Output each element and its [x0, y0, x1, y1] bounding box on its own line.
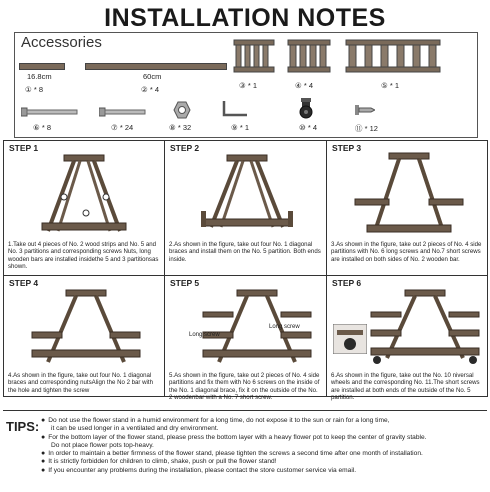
part-11-label: ⑪ * 12	[355, 124, 378, 133]
part-2-label: ② * 4	[141, 85, 160, 94]
step-3-title: STEP 3	[332, 143, 362, 153]
part-1-length: 16.8cm	[27, 72, 52, 81]
tips-list	[41, 417, 485, 475]
bullet-icon: ●	[41, 417, 46, 424]
tips-heading: TIPS:	[6, 419, 40, 434]
accessories-panel	[14, 32, 478, 138]
step-5	[165, 276, 327, 402]
tip-item: ● It is strictly forbidden for children to climb, shake, push or pull the flower stand!	[41, 458, 277, 466]
step-1	[4, 141, 165, 276]
step-4-illustration	[28, 288, 144, 368]
step-5-callout-right: Long screw	[269, 324, 300, 330]
bullet-icon: ●	[41, 458, 46, 466]
step-2-text: 2.As shown in the figure, take out four No. 1 diagonal braces and install them on the No. 5 partition. Both ends inside.	[169, 241, 321, 263]
step-3	[327, 141, 488, 276]
step-2-title: STEP 2	[170, 143, 200, 153]
part-6-long-screw	[21, 107, 79, 117]
part-2-length: 60cm	[143, 72, 162, 81]
part-3-label: ③ * 1	[239, 81, 258, 90]
part-10-label: ⑩ * 4	[299, 123, 318, 132]
tip-item: ● In order to maintain a better firmness of the flower stand, please tighten the screws a second time after one month of installation.	[41, 450, 423, 458]
step-1-illustration	[34, 153, 134, 237]
tip-item: ● If you encounter any problems during the installation, please contact the store customer service via email.	[41, 466, 357, 474]
step-3-illustration	[349, 151, 469, 237]
part-9-label: ⑨ * 1	[231, 123, 250, 132]
step-2-illustration	[195, 153, 299, 237]
step-4-title: STEP 4	[9, 278, 39, 288]
part-5-long-panel	[345, 39, 441, 73]
step-5-callout-left: Long screw	[189, 332, 220, 338]
tip-item: ● Do not use the flower stand in a humid environment for a long time, do not expose it to the sun or rain for a long time,	[41, 417, 390, 424]
tip-item: it can be used longer in a ventilated and dry environment.	[51, 425, 219, 433]
tip-item: ● For the bottom layer of the flower stand, please press the bottom layer with a heavy flower pot to keep the center of gravity stable.	[41, 433, 427, 441]
bullet-icon: ●	[41, 466, 46, 474]
step-1-text: 1.Take out 4 pieces of No. 2 wood strips and No. 5 and No. 3 partitions and corresponding screws Nuts, long wooden bars are installed insidethe 5 and 3 partitionsas shown.	[8, 241, 159, 271]
page-title: INSTALLATION NOTES	[104, 4, 386, 32]
step-6-illustration	[367, 288, 483, 368]
part-5-label: ⑤ * 1	[381, 81, 400, 90]
step-4-text: 4.As shown in the figure, take out four No. 1 diagonal braces and corresponding nutsAlign the No 2 bar with the hole and tighten the screw	[8, 372, 153, 394]
part-10-caster-wheel	[297, 97, 315, 119]
part-11-wood-screw	[355, 103, 375, 117]
part-4-label: ④ * 4	[295, 81, 314, 90]
part-7-short-screw	[99, 107, 149, 117]
accessories-heading: Accessories	[21, 34, 102, 51]
part-8-nut	[173, 101, 191, 119]
step-6-text: 6.As shown in the figure, take out the No. 10 niversal wheels and the corresponding No. 11.The short screws are installed at both ends of the outside of the No. 5 partition.	[331, 372, 480, 402]
step-2	[165, 141, 327, 276]
step-5-text: 5.As shown in the figure, take out 2 pieces of No. 4 side partitions and fix them with No 6 screws on the inside of the No. 1 diagonal brace, fix it on the outside of the No. 2 woodenbar with a No. 7 short screw.	[169, 372, 320, 402]
part-2-long-bar	[85, 63, 227, 70]
part-3-shelf-panel	[233, 39, 275, 73]
step-6-title: STEP 6	[332, 278, 362, 288]
part-6-label: ⑥ * 8	[33, 123, 52, 132]
tip-item: Do not place flower pots top-heavy.	[51, 441, 154, 449]
step-1-title: STEP 1	[9, 143, 39, 153]
steps-grid	[3, 140, 488, 402]
part-1-label: ① * 8	[25, 85, 44, 94]
part-4-side-panel	[287, 39, 331, 73]
part-7-label: ⑦ * 24	[111, 123, 134, 132]
step-5-title: STEP 5	[170, 278, 200, 288]
part-9-hex-key	[221, 99, 249, 119]
step-6-wheel-detail	[333, 324, 367, 354]
bullet-icon: ●	[41, 450, 46, 458]
part-8-label: ⑧ * 32	[169, 123, 192, 132]
part-1-short-bar	[19, 63, 65, 70]
step-4	[4, 276, 165, 397]
step-6	[327, 276, 488, 402]
step-3-text: 3.As shown in the figure, take out 2 pieces of No. 4 side partitions with No. 6 long screws and No.7 short screws are installed on both sides of No. 2 wooden bar.	[331, 241, 482, 263]
bullet-icon: ●	[41, 433, 46, 441]
tips-section	[3, 410, 487, 489]
